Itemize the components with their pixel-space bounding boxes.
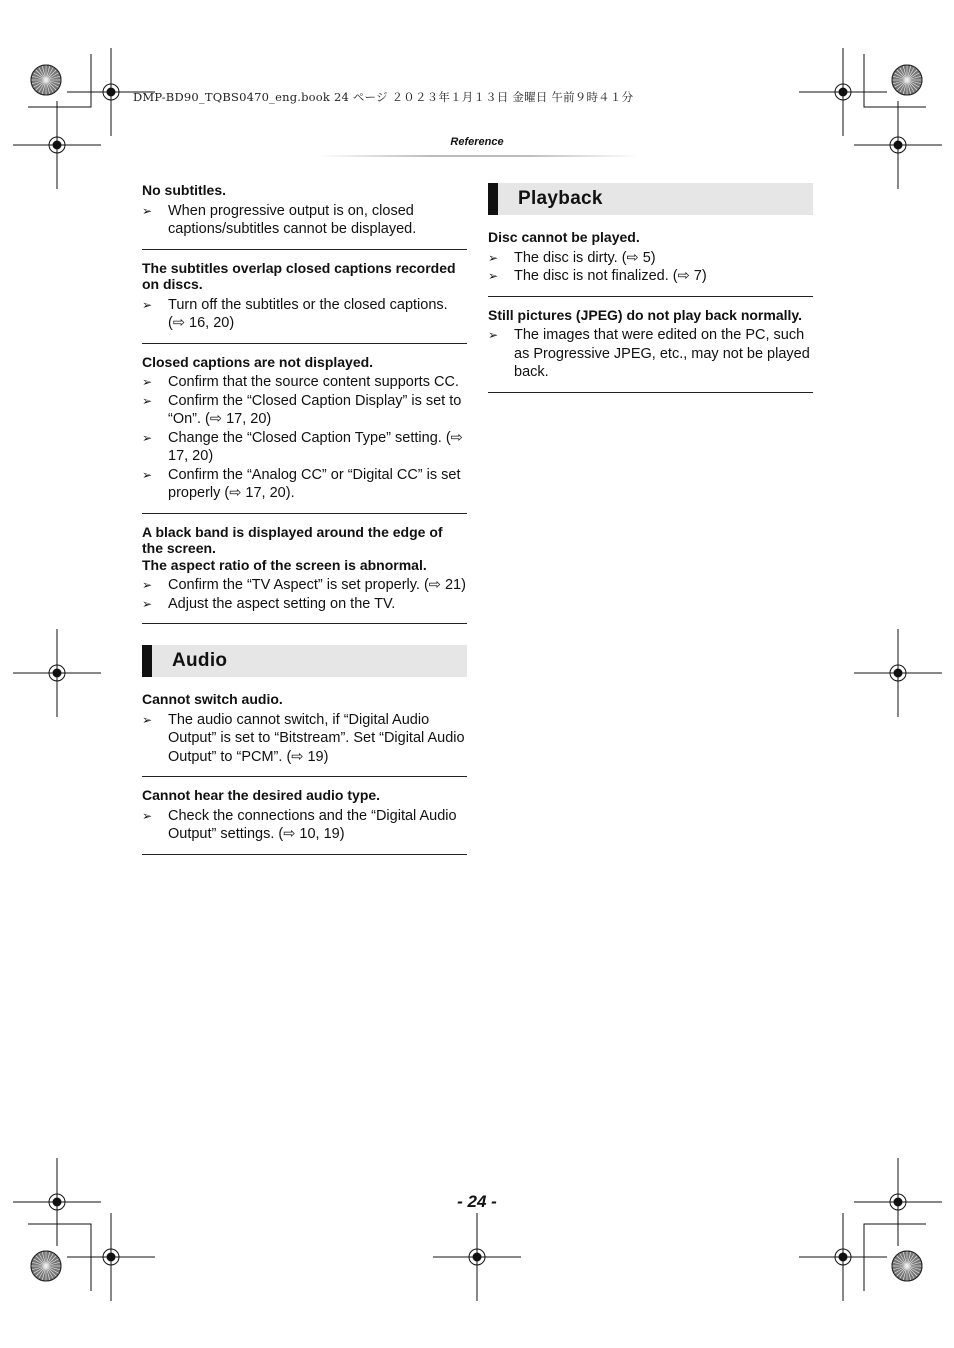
section-title: Audio	[172, 650, 228, 671]
answer: ➢ Check the connections and the “Digital Audio Output” settings. (⇨ 10, 19)	[142, 807, 457, 842]
arrow-bullet-icon: ➢	[488, 328, 499, 342]
question: Closed captions are not displayed.	[142, 353, 374, 370]
answer: ➢ When progressive output is on, closed captions/subtitles cannot be displayed.	[142, 202, 417, 237]
section-header-audio	[142, 645, 467, 677]
answer: ➢ Turn off the subtitles or the closed captions. (⇨ 16, 20)	[142, 296, 448, 331]
troubleshoot-item	[142, 524, 467, 625]
question: The subtitles overlap closed captions recorded on discs.	[142, 259, 456, 292]
answer: ➢ Confirm the “Analog CC” or “Digital CC” is set properly (⇨ 17, 20).	[142, 466, 461, 501]
right-column	[488, 183, 813, 403]
arrow-bullet-icon: ➢	[142, 578, 153, 592]
arrow-bullet-icon: ➢	[142, 430, 153, 445]
troubleshoot-item	[142, 182, 467, 250]
question: Cannot hear the desired audio type.	[142, 787, 381, 803]
question: Disc cannot be played.	[488, 229, 640, 245]
troubleshoot-item	[488, 229, 813, 297]
troubleshoot-item	[142, 691, 467, 777]
header-rule	[318, 155, 638, 157]
arrow-bullet-icon: ➢	[142, 596, 153, 611]
answer: ➢ Confirm that the source content supports CC.	[142, 374, 459, 390]
section-bar	[488, 183, 498, 215]
troubleshoot-item	[142, 260, 467, 344]
troubleshoot-item	[142, 354, 467, 514]
answer: ➢ The audio cannot switch, if “Digital Audio Output” is set to “Bitstream”. Set “Digital Audio Output” to “PCM”. (⇨ 19)	[142, 711, 465, 765]
answer: ➢ Adjust the aspect setting on the TV.	[142, 595, 396, 612]
answer: ➢ The images that were edited on the PC, such as Progressive JPEG, etc., may not be played back.	[488, 327, 810, 380]
section-title: Playback	[518, 188, 603, 209]
answer: ➢ The disc is dirty. (⇨ 5)	[488, 249, 656, 266]
arrow-bullet-icon: ➢	[488, 269, 499, 283]
answer: ➢ Confirm the “TV Aspect” is set properly. (⇨ 21)	[142, 577, 466, 593]
question: No subtitles.	[142, 182, 227, 198]
book-file-info: DMP-BD90_TQBS0470_eng.book 24 ページ ２０２３年１月１３日 金曜日 午前９時４１分	[133, 90, 634, 104]
arrow-bullet-icon: ➢	[488, 250, 499, 265]
page-number: - 24 -	[457, 1192, 497, 1211]
section-bar	[142, 645, 152, 677]
left-column	[142, 182, 467, 865]
arrow-bullet-icon: ➢	[142, 297, 153, 312]
answer: ➢ The disc is not finalized. (⇨ 7)	[488, 268, 707, 284]
arrow-bullet-icon: ➢	[142, 203, 153, 218]
section-heading: Reference	[450, 136, 504, 148]
question: Still pictures (JPEG) do not play back normally.	[488, 306, 803, 323]
arrow-bullet-icon: ➢	[142, 467, 153, 482]
question: The aspect ratio of the screen is abnormal.	[142, 556, 427, 573]
troubleshoot-item	[142, 787, 467, 855]
arrow-bullet-icon: ➢	[142, 712, 153, 727]
answer: ➢ Change the “Closed Caption Type” setting. (⇨ 17, 20)	[142, 429, 463, 464]
arrow-bullet-icon: ➢	[142, 375, 153, 389]
answer: ➢ Confirm the “Closed Caption Display” is set to “On”. (⇨ 17, 20)	[142, 392, 462, 427]
question: Cannot switch audio.	[142, 691, 283, 707]
troubleshoot-item	[488, 307, 813, 393]
question: A black band is displayed around the edge of the screen.	[142, 523, 443, 556]
section-header-playback	[488, 183, 813, 215]
arrow-bullet-icon: ➢	[142, 808, 153, 823]
arrow-bullet-icon: ➢	[142, 393, 153, 408]
